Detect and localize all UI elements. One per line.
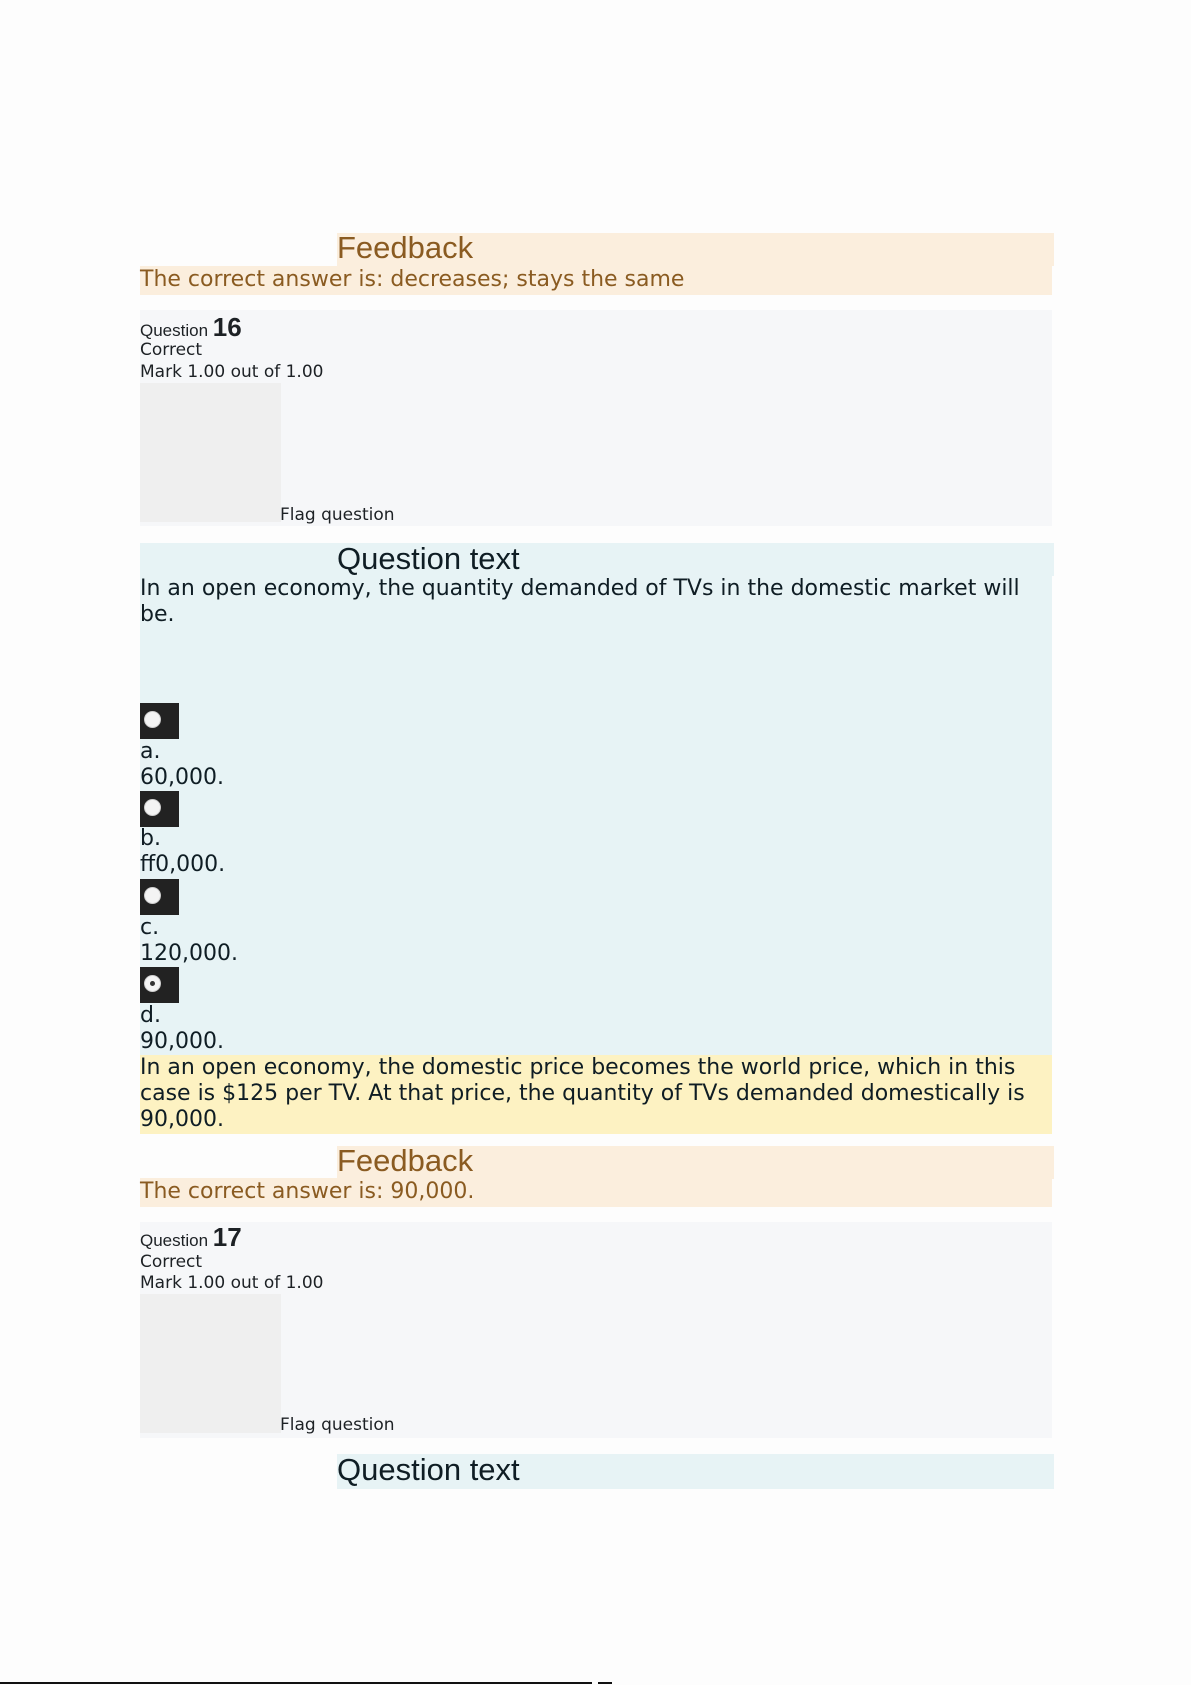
radio-option-b[interactable] — [140, 791, 179, 827]
radio-icon — [144, 799, 161, 816]
question-text-title: Question text — [337, 1452, 520, 1487]
radio-option-c[interactable] — [140, 879, 179, 915]
option-value-c: 120,000. — [140, 941, 238, 966]
question-prompt: In an open economy, the quantity demanded of TVs in the domestic market will be. — [140, 576, 1020, 627]
question-mark: Mark 1.00 out of 1.00 — [140, 362, 324, 382]
question-number — [140, 1222, 242, 1253]
option-value-a: 60,000. — [140, 765, 224, 790]
question-number — [140, 312, 242, 343]
option-value-b: ff0,000. — [140, 852, 226, 877]
radio-option-a[interactable] — [140, 703, 179, 739]
flag-question-link[interactable]: Flag question — [280, 1415, 395, 1435]
flag-icon[interactable] — [140, 1294, 281, 1433]
feedback-title: Feedback — [337, 230, 474, 265]
page-divider-short — [598, 1682, 612, 1684]
page-divider — [0, 1682, 592, 1684]
radio-selected-icon — [144, 975, 161, 992]
question-state: Correct — [140, 340, 203, 360]
question-word: Question — [140, 321, 209, 340]
option-letter-a: a. — [140, 739, 161, 764]
radio-icon — [144, 711, 161, 728]
question-state: Correct — [140, 1252, 203, 1272]
general-feedback-text: In an open economy, the domestic price becomes the world price, which in this case is $125 per TV. At that price, the quantity of TVs demanded domestically is 90,000. — [140, 1055, 1025, 1132]
question-word: Question — [140, 1231, 209, 1250]
option-letter-b: b. — [140, 826, 161, 851]
flag-icon[interactable] — [140, 383, 281, 522]
feedback-title: Feedback — [337, 1143, 474, 1178]
option-letter-d: d. — [140, 1003, 161, 1028]
question-text-title: Question text — [337, 541, 520, 576]
question-number-value: 16 — [212, 312, 242, 342]
option-value-d: 90,000. — [140, 1029, 224, 1054]
radio-icon — [144, 887, 161, 904]
radio-option-d[interactable] — [140, 967, 179, 1003]
option-letter-c: c. — [140, 915, 160, 940]
feedback-correct-answer: The correct answer is: decreases; stays the same — [140, 267, 685, 292]
question-number-value: 17 — [212, 1222, 242, 1252]
question-mark: Mark 1.00 out of 1.00 — [140, 1273, 324, 1293]
feedback-correct-answer: The correct answer is: 90,000. — [140, 1179, 475, 1204]
flag-question-link[interactable]: Flag question — [280, 505, 395, 525]
